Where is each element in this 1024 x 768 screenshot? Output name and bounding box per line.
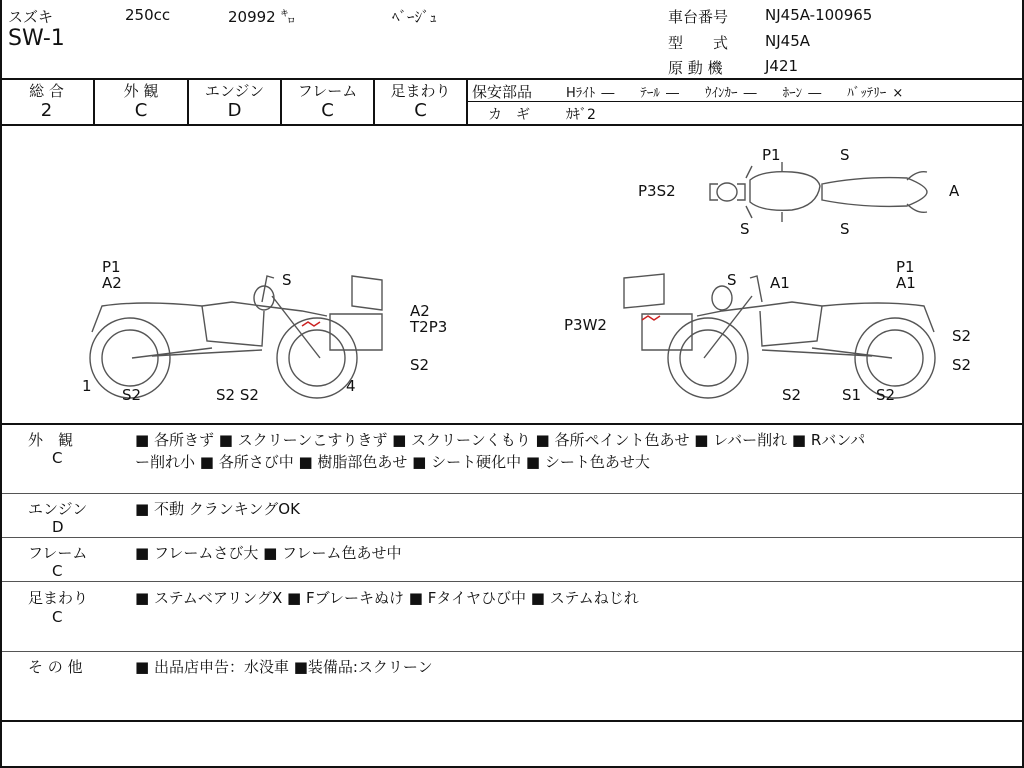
diag-label: T2P3 [410, 318, 448, 336]
divider [2, 537, 1022, 538]
grade-frame-label: フレーム [297, 82, 358, 100]
diag-label: S [282, 271, 292, 289]
damage-diagram [2, 126, 1022, 422]
section-frame-title: フレーム [28, 544, 88, 562]
section-frame-grade: C [52, 562, 63, 580]
section-other-text: ■ 出品店申告：水没車 ■装備品:スクリーン [135, 658, 433, 676]
divider [2, 493, 1022, 494]
diag-label: A [949, 182, 960, 200]
grade-suspension-value: C [414, 100, 427, 121]
diag-label: 1 [82, 377, 92, 395]
frame-number: NJ45A-100965 [765, 6, 873, 24]
key-value: ｶｷﾞ2 [566, 107, 596, 123]
section-other-title: そ の 他 [28, 658, 83, 676]
diag-label: P3W2 [564, 316, 607, 334]
divider [2, 651, 1022, 652]
diag-label: S2 [876, 386, 896, 404]
section-exterior-text-2: ー削れ小 ■ 各所さび中 ■ 樹脂部色あせ ■ シート硬化中 ■ シート色あせ大 [135, 453, 650, 471]
engine-code-label: 原 動 機 [668, 59, 723, 77]
safety-items: Hﾗｲﾄ ― ﾃｰﾙ ― ｳｲﾝｶｰ ― ﾎｰﾝ ― ﾊﾞｯﾃﾘｰ × [566, 86, 904, 101]
section-suspension-grade: C [52, 608, 63, 626]
mileage: 20992 ㌔ [228, 8, 296, 26]
key-label: カ ギ [488, 107, 530, 123]
color: ﾍﾞｰｼﾞｭ [392, 8, 438, 26]
grade-engine-value: D [227, 100, 242, 121]
diag-label: P3S2 [638, 182, 676, 200]
section-exterior-text: ■ 各所きず ■ スクリーンこすりきず ■ スクリーンくもり ■ 各所ペイント色あせ ■ レバー削れ ■ Rバンパ [135, 431, 866, 449]
diagram-labels [82, 146, 971, 404]
diag-label: S [740, 220, 750, 238]
divider [0, 423, 1024, 425]
grade-overall-label: 総 合 [29, 82, 64, 100]
diag-label: 4 [346, 377, 356, 395]
diag-label: P1 [762, 146, 781, 164]
safety-label: 保安部品 [472, 83, 533, 101]
diag-label: P1 [102, 258, 121, 276]
maker: スズキ [8, 8, 54, 26]
diag-label: A1 [770, 274, 790, 292]
grade-frame-value: C [321, 100, 334, 121]
diag-label: A2 [102, 274, 122, 292]
diag-label: A2 [410, 302, 430, 320]
diag-label: S2 [952, 327, 972, 345]
diag-label: S [840, 146, 850, 164]
grade-exterior-label: 外 観 [123, 82, 159, 100]
diag-label: A1 [896, 274, 916, 292]
type-value: NJ45A [765, 32, 810, 50]
diag-label: S2 [122, 386, 142, 404]
displacement: 250cc [125, 6, 171, 24]
diag-label: S [840, 220, 850, 238]
diag-label: S2 [410, 356, 430, 374]
section-engine-text: ■ 不動 クランキングOK [135, 500, 300, 518]
grade-exterior-value: C [134, 100, 148, 121]
grade-overall-value: 2 [40, 100, 53, 121]
section-engine-grade: D [52, 518, 64, 536]
section-exterior-grade: C [52, 449, 63, 467]
divider [468, 101, 1022, 102]
right-view-bike [624, 274, 935, 398]
diag-label: S [727, 271, 737, 289]
section-suspension-title: 足まわり [28, 589, 89, 607]
type-label: 型 式 [668, 34, 729, 52]
diag-label: S1 [842, 386, 862, 404]
section-engine-title: エンジン [28, 500, 88, 518]
left-view-bike [90, 276, 382, 398]
frame-number-label: 車台番号 [668, 8, 729, 26]
diag-label: S2 [782, 386, 802, 404]
diag-label: S2 S2 [216, 386, 259, 404]
divider [2, 581, 1022, 582]
section-exterior-title: 外 観 [28, 431, 74, 449]
model-name: SW-1 [8, 26, 65, 51]
grade-suspension-label: 足まわり [390, 82, 451, 100]
section-frame-text: ■ フレームさび大 ■ フレーム色あせ中 [135, 544, 402, 562]
section-suspension-text: ■ ステムベアリングX ■ Fブレーキぬけ ■ Fタイヤひび中 ■ ステムねじれ [135, 589, 639, 607]
grade-engine-label: エンジン [204, 82, 265, 100]
engine-code: J421 [765, 57, 799, 75]
divider [0, 720, 1024, 722]
diag-label: S2 [952, 356, 972, 374]
top-view-bike [710, 162, 927, 222]
diag-label: P1 [896, 258, 915, 276]
